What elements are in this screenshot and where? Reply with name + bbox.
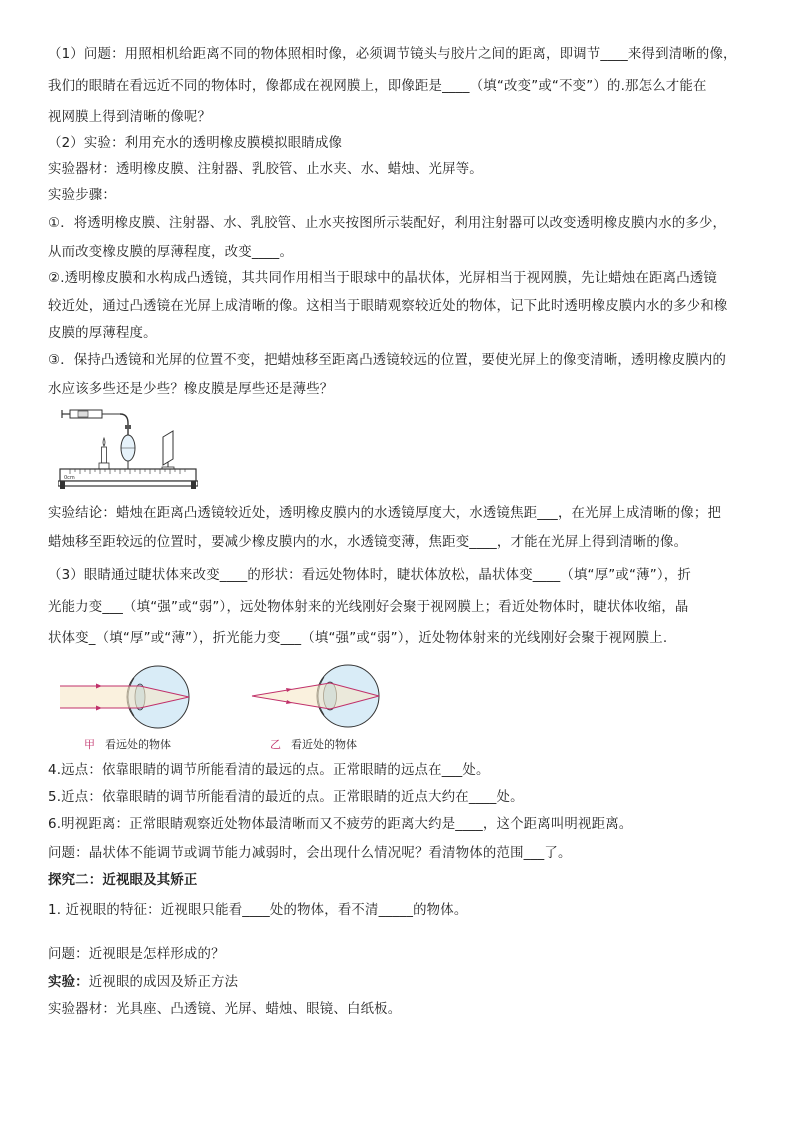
text-line-7: ①．将透明橡皮膜、注射器、水、乳胶管、止水夹按图所示装配好，利用注射器可以改变透明橡皮膜内水的多少， xyxy=(48,216,727,231)
text-line-15: 蜡烛移至距较远的位置时，要减少橡皮膜内的水，水透镜变薄，焦距变____，才能在光屏上得到清晰的像。 xyxy=(48,535,688,550)
eye-figure-far xyxy=(60,664,195,732)
caption-near-text: 看近处的物体 xyxy=(291,738,357,751)
text-line-21: 6.明视距离：正常眼睛观察近处物体最清晰而又不疲劳的距离大约是____，这个距离叫明视距离。 xyxy=(48,817,633,832)
text-line-3: 视网膜上得到清晰的像呢？ xyxy=(48,110,212,125)
text-line-19: 4.远点：依靠眼睛的调节所能看清的最远的点。正常眼睛的远点在___处。 xyxy=(48,763,490,778)
eye-figure-near xyxy=(250,662,385,732)
text-line-4: （2）实验：利用充水的透明橡皮膜模拟眼睛成像 xyxy=(48,136,343,151)
text-line-25: 问题：近视眼是怎样形成的？ xyxy=(48,947,225,962)
text-line-11: 皮膜的厚薄程度。 xyxy=(48,326,157,341)
text-line-27: 实验器材：光具座、凸透镜、光屏、蜡烛、眼镜、白纸板。 xyxy=(48,1002,402,1017)
caption-near xyxy=(270,736,357,752)
text-line-17: 光能力变___（填“强”或“弱”），远处物体射来的光线刚好会聚于视网膜上；看近处物体时，睫状体收缩，晶 xyxy=(48,600,689,615)
text-line-1: （1）问题：用照相机给距离不同的物体照相时像，必须调节镜头与胶片之间的距离，即调节____来得到清晰的像， xyxy=(48,47,737,62)
text-line-9: ②.透明橡皮膜和水构成凸透镜，其共同作用相当于眼球中的晶状体，光屏相当于视网膜，先让蜡烛在距离凸透镜 xyxy=(48,271,718,286)
caption-near-mark: 乙 xyxy=(270,738,281,751)
text-line-10: 较近处，通过凸透镜在光屏上成清晰的像。这相当于眼睛观察较近处的物体，记下此时透明橡皮膜内水的多少和橡 xyxy=(48,299,728,314)
optical-bench-figure xyxy=(58,405,198,489)
text-line-13: 水应该多些还是少些？橡皮膜是厚些还是薄些？ xyxy=(48,382,334,397)
caption-far-text: 看远处的物体 xyxy=(105,738,171,751)
caption-far xyxy=(84,736,171,752)
caption-far-mark: 甲 xyxy=(84,738,95,751)
text-line-24: 1. 近视眼的特征：近视眼只能看____处的物体，看不清_____的物体。 xyxy=(48,903,468,918)
text-line-18: 状体变_（填“厚”或“薄”），折光能力变___（填“强”或“弱”），近处物体射来的光线刚好会聚于视网膜上. xyxy=(48,631,668,646)
text-line-14: 实验结论：蜡烛在距离凸透镜较近处，透明橡皮膜内的水透镜厚度大，水透镜焦距___，在光屏上成清晰的像；把 xyxy=(48,506,722,521)
text-line-26: 实验：近视眼的成因及矫正方法 xyxy=(48,975,239,990)
text-line-16: （3）眼睛通过睫状体来改变____的形状：看远处物体时，睫状体放松，晶状体变____（填“厚”或“薄”），折 xyxy=(48,568,691,583)
text-line-5: 实验器材：透明橡皮膜、注射器、乳胶管、止水夹、水、蜡烛、光屏等。 xyxy=(48,162,483,177)
text-line-2: 我们的眼睛在看远近不同的物体时，像都成在视网膜上，即像距是____（填“改变”或“不变”）的.那怎么才能在 xyxy=(48,79,707,94)
text-line-6: 实验步骤： xyxy=(48,188,116,203)
ruler-label: 0cm xyxy=(64,475,75,481)
text-line-12: ③．保持凸透镜和光屏的位置不变，把蜡烛移至距离凸透镜较远的位置，要使光屏上的像变清晰，透明橡皮膜内的 xyxy=(48,353,727,368)
text-line-8: 从而改变橡皮膜的厚薄程度，改变____。 xyxy=(48,245,294,260)
section-heading: 探究二：近视眼及其矫正 xyxy=(48,873,198,888)
text-line-22: 问题：晶状体不能调节或调节能力减弱时，会出现什么情况呢？看清物体的范围___了。 xyxy=(48,846,572,861)
text-line-20: 5.近点：依靠眼睛的调节所能看清的最近的点。正常眼睛的近点大约在____处。 xyxy=(48,790,524,805)
